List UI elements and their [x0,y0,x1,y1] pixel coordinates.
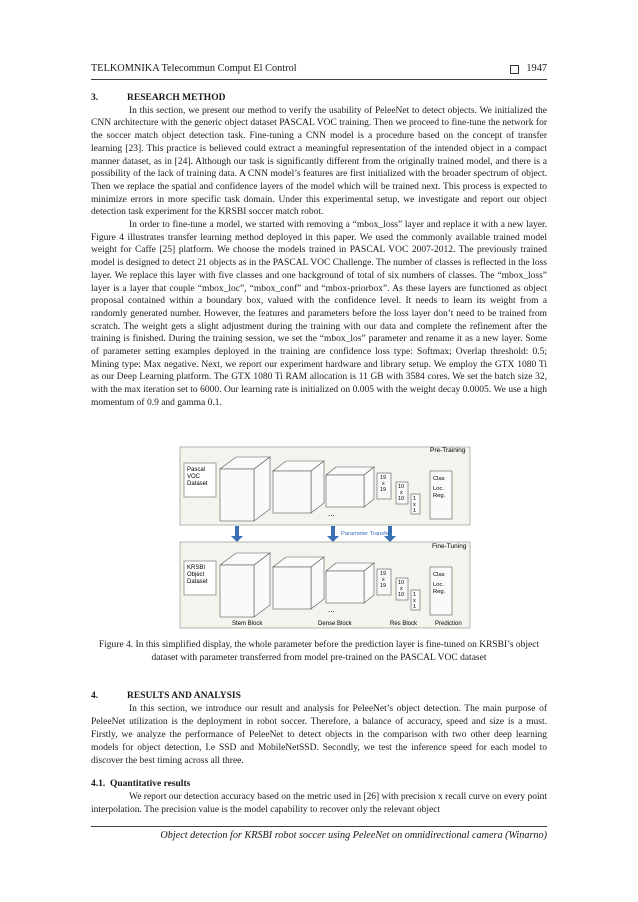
finetuning-label: Fine-Tuning [432,543,467,550]
size-label: 1 [413,508,417,514]
ellipsis: ... [328,509,335,518]
checkbox-icon [510,65,519,74]
parameter-transfer-label: Parameter Transfer [341,531,391,537]
dense-block-label: Dense Block [318,621,352,627]
size-label: 10 [398,592,405,598]
size-label: 19 [380,487,387,493]
section-heading [91,92,547,105]
size-label: 1 [413,604,417,610]
dataset-label: Dataset [187,579,208,585]
dataset-label: KRSBI [187,565,206,571]
size-label: 1 [413,592,417,598]
paragraph: In this section, we introduce our result and analysis for PeleeNet’s object detection. The main purpose of PeleeNet utilization is the deployment in robot soccer. Therefore, a balance of accuracy, speed and size is a must. Firstly, we analyze the performance of PeleeNet to detect objects in the comparison with two other deep learning models for object detection, I.e SSD and MobileNetSSD. Secondly, we test the inference speed for each model to discover the best timing across all three. [91,703,547,766]
journal-title: TELKOMNIKA Telecommun Comput El Control [91,63,297,74]
paragraph: In order to fine-tune a model, we started with removing a “mbox_loss” layer and replace it with a new layer. Figure 4 illustrates transfer learning method deployed in this paper. We used the commonly available trained model weight for Caffe [25] platform. We choose the models trained in PASCAL VOC 2007-2012. The previously trained model is designed to detect 21 objects as in the PASCAL VOC Challenge. The number of classes is reflected in the loss layer. We replace this layer with five classes and one background of total of six numbers of classes. The “mbox_loss” layer is a layer that couple “mbox_loc”, “mbox_conf” and “mbox-priorbox”. As these layers are functioned as object proposal contained within a boundary box, valued with the confidence level. It needs to learn its weight from a randomly generated number. However, the features and parameters before the loss layer don’t need to be trained from scratch. The weight gets a slight adjustment during the training with our data and complete the refinement after the training is finished. During the training session, we set the “mbox_los” parameter and rename it as a new layer. Some of parameter setting examples deployed in the training are confidence loss type: Softmax; Overlap threshold: 0.5; Mining type: Max negative. Next, we report our experiment hardware and library setup. We employ the GTX 1080 Ti as our Deep Learning platform. The GTX 1080 Ti RAM allocation is 11 GB with 3584 cores. We set the batch size 32, with the max iteration set to 6000. Our learning rate is initialized on 0.005 with the weight decay 0.0005. We use a high momentum of 0.9 and gamma 0.1. [91,220,547,408]
head-label: Loc. [433,486,444,492]
pretraining-label: Pre-Training [430,447,466,454]
section-heading [91,690,547,703]
section-3 [91,92,547,410]
subsection-number: 4.1. [91,779,106,790]
running-header [91,63,547,80]
head-label: Reg. [433,493,446,499]
size-label: x [400,586,403,592]
ellipsis: ... [328,605,335,614]
section-title: RESEARCH METHOD [127,93,226,103]
head-label: Clas [433,572,445,578]
section-number: 4. [91,691,99,701]
dataset-label: Dataset [187,481,208,487]
size-label: 19 [380,583,387,589]
size-label: 10 [398,580,405,586]
paragraph: In this section, we present our method to verify the usability of PeleeNet to detect objects. We initialized the CNN architecture with the generic object dataset PASCAL VOC training. Then we proceed to fine-tune the network for the soccer match object detection task. Fine-tuning a CNN model is a procedure based on the concept of transfer learning [23]. This practice is believed could extract a meaningful representation of the intended object in a compact manner dataset, as in [24]. Although our task is significantly different from the originally trained model, and there is a possibility of the lack of training data. A CNN model’s features are first initialized with the broader spectrum of object. Then we replace the spatial and confidence layers of the model which will be trained next. This process is expected to minimize errors in more specific task domain. Under this experimental setup, we investigate and report our object detection task experiment for the KRSBI soccer match robot. [91,105,547,218]
size-label: 1 [413,496,417,502]
dataset-label: Pascal [187,467,206,473]
head-label: Reg. [433,589,446,595]
stem-block-front [220,469,254,521]
dense-block-front [273,471,311,513]
section-4 [91,690,547,817]
subsection-title: Quantitative results [110,779,191,790]
section-number: 3. [91,93,99,103]
size-label: x [400,490,403,496]
prediction-label: Prediction [435,621,462,627]
size-label: x [382,577,385,583]
size-label: 10 [398,496,405,502]
page-number: 1947 [526,63,547,74]
head-label: Clas [433,476,445,482]
res-block-label: Res Block [390,621,418,627]
running-footer: Object detection for KRSBI robot soccer using PeleeNet on omnidirectional camera (Winarno) [91,826,547,841]
size-label: x [413,502,416,508]
subsection-heading [91,778,547,791]
dataset-label: Object [187,572,205,578]
size-label: 19 [380,475,387,481]
stem-block-label: Stem Block [232,621,263,627]
size-label: 10 [398,484,405,490]
figure-4-diagram [178,441,472,629]
size-label: x [382,481,385,487]
section-title: RESULTS AND ANALYSIS [127,691,241,701]
size-label: 19 [380,571,387,577]
size-label: x [413,598,416,604]
figure-caption: Figure 4. In this simplified display, the whole parameter before the prediction layer is fine-tuned on KRSBI’s object dataset with parameter transferred from model pre-trained on the PASCAL VOC dataset [98,640,540,663]
head-label: Loc. [433,582,444,588]
dense2-block-front [326,475,364,507]
paragraph: We report our detection accuracy based on the metric used in [26] with precision x recall curve on every point interpolation. The precision value is the model capability to recover only the relevant object [91,792,547,816]
dataset-label: VOC [187,474,201,480]
